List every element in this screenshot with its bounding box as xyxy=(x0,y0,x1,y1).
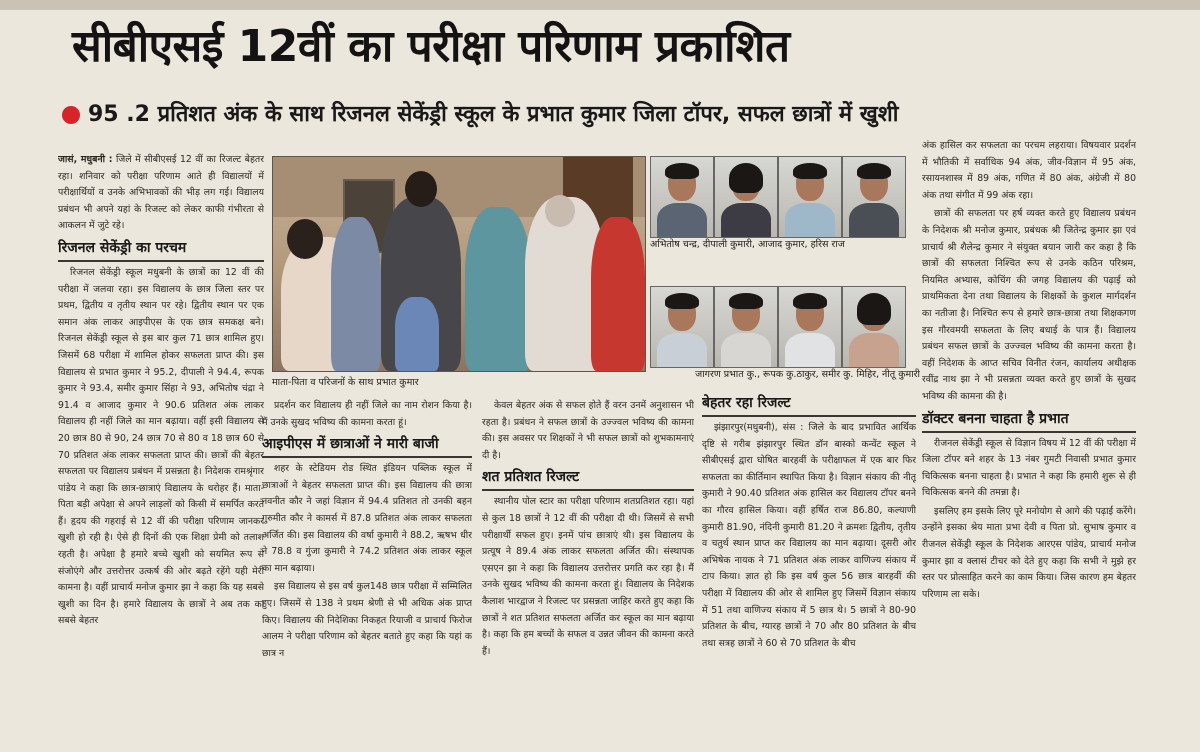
subheading-shat-pratishat: शत प्रतिशत रिजल्ट xyxy=(482,466,694,491)
portrait-rupak xyxy=(714,286,778,368)
article-paragraph: इस विद्यालय से इस वर्ष कुल148 छात्र परीक्षा में सम्मिलित हुए। जिसमें से 138 ने प्रथम श्रेणी से भी अधिक अंक प्राप्त किए। विद्यालय की निदेशिका निकहत रियाजी व प्राचार्य फिरोज आलम ने परीक्षा परिणाम को बेहतर बताते हुए कहा कि यहां क छात्र न xyxy=(262,581,472,659)
portrait-abhitosh xyxy=(650,156,714,238)
portrait-haris xyxy=(842,156,906,238)
column-1 xyxy=(58,152,264,748)
portrait-deepali xyxy=(714,156,778,238)
main-photo-caption: माता-पिता व परिजनों के साथ प्रभात कुमार xyxy=(272,377,419,388)
portrait-caption-bottom: जागरण प्रभात कु., रूपक कु.ठाकुर, समीर कु. मिहिर, नीतू कुमारी xyxy=(695,369,920,380)
article-paragraph: झंझारपुर(मधुबनी), संस : जिले के बाद प्रभावित आर्थिक दृष्टि से गरीब झंझारपुर स्थित डॉन बास्को कन्वेंट स्कूल ने सीबीएसई द्वारा घोषित बारहवीं के परीक्षाफल में एक बार फिर सफलता का कीर्तिमान स्थापित किया है। विज्ञान संकाय की नीतू कुमारी ने 90.40 प्रतिशत अंक हासिल कर विद्यालय टॉपर बनने का गौरव हासिल किया। वहीं हर्षित राज 86.80, कल्याणी कुमारी 81.90, नंदिनी कुमारी 81.20 ने क्रमशः द्वितीय, तृतीय व चतुर्थ स्थान प्राप्त कर विद्यालय का मान बढ़ाया। दूसरी ओर अभिषेक नायक ने 71 प्रतिशत अंक लाकर वाणिज्य संकाय में टाप किया। ज्ञात हो कि इस वर्ष कुल 56 छात्र बारहवीं की परीक्षा में विद्यालय की ओर से शामिल हुए जिसमें विज्ञान संकाय में 51 तथा वाणिज्य संकाय में 5 छात्र थे। 5 छात्रों ने 80-90 प्रतिशत के बीच, ग्यारह छात्रों ने 70 और 80 प्रतिशत के बीच तथा सत्रह छात्रों ने 60 से 70 प्रतिशत के बीच xyxy=(702,422,916,649)
portrait-azad xyxy=(778,156,842,238)
article-paragraph: प्रदर्शन कर विद्यालय ही नहीं जिले का नाम रोशन किया है। मैं उनके सुखद भविष्य की कामना करता हूं। xyxy=(262,400,472,428)
subheading-doctor: डॉक्टर बनना चाहता है प्रभात xyxy=(922,408,1136,433)
headline: सीबीएसई 12वीं का परीक्षा परिणाम प्रकाशित xyxy=(72,21,790,72)
subheadline: 95 .2 प्रतिशत अंक के साथ रिजनल सेकेंड्री स्कूल के प्रभात कुमार जिला टॉपर, सफल छात्रों में खुशी xyxy=(88,102,899,127)
intro-text: जिले में सीबीएसई 12 वीं का रिजल्ट बेहतर रहा। शनिवार को परीक्षा परिणाम आते ही विद्यालयों में परीक्षार्थियों व उनके अभिभावकों की भीड़ लग गई। विद्यालय प्रबंधन भी अपने यहां के रिजल्ट को लेकर काफी गंभीरता से आकलन में जुटे रहे। xyxy=(58,154,264,232)
article-paragraph: स्थानीय पोल स्टार का परीक्षा परिणाम शतप्रतिशत रहा। यहां से कुल 18 छात्रों ने 12 वीं की परीक्षा दी थी। जिसमें से सभी परीक्षार्थी सफल हुए। इनमें पांच छात्राएं थी। इस विद्यालय के प्रत्यूष ने 89.4 अंक लाकर सफलता अर्जित की। संस्थापक एसएन झा ने कहा कि विद्यालय उत्तरोत्तर प्रगति कर रहा है। मैं उनके सुखद भविष्य की कामना करता हूं। विद्यालय के निदेशक कैलाश भारद्वाज ने रिजल्ट पर प्रसन्नता जाहिर करते हुए कहा कि छात्रों ने शत प्रतिशत सफलता अर्जित कर स्कूल का मान बढ़ाया है। कहा कि हम बच्चों के सफल व उन्नत जीवन की कामना करते हैं। xyxy=(482,496,694,657)
subheading-behtar: बेहतर रहा रिजल्ट xyxy=(702,392,916,417)
subheading-regional: रिजनल सेकेंड्री का परचम xyxy=(58,237,264,262)
top-strip xyxy=(0,0,1200,10)
column-5 xyxy=(922,138,1136,748)
portrait-neetu xyxy=(842,286,906,368)
main-photo xyxy=(272,156,646,372)
column-3 xyxy=(482,398,694,748)
column-4 xyxy=(702,390,916,748)
article-paragraph: केवल बेहतर अंक से सफल होते हैं वरन उनमें अनुशासन भी रहता है। प्रबंधन ने सफल छात्रों के उज्ज्वल भविष्य की कामना की। इस अवसर पर शिक्षकों ने भी सफल छात्रों को शुभकामनाएं दी है। xyxy=(482,400,694,461)
portrait-prabhat xyxy=(650,286,714,368)
portrait-sameer xyxy=(778,286,842,368)
article-paragraph: अंक हासिल कर सफलता का परचम लहराया। विषयवार प्रदर्शन में भौतिकी में सर्वाधिक 94 अंक, जीव-विज्ञान में 95 अंक, रसायनशास्त्र में 89 अंक, गणित में 80 अंक, अंग्रेजी में 80 अंक तथा संगीत में 99 अंक रहा। xyxy=(922,140,1136,201)
article-paragraph: इसलिए हम इसके लिए पूरे मनोयोग से आगे की पढ़ाई करेंगे। उन्होंने इसका श्रेय माता प्रभा देवी व पिता प्रो. सुभाष कुमार व रीजनल सेकेंड्री स्कूल के निदेशक आरएस पांडेय, प्राचार्य मनोज कुमार झा व क्लासं टीचर को देते हुए कहा कि सभी ने मुझे हर स्तर पर प्रोत्साहित करने का काम किया। जिस कारण हम बेहतर परिणाम ला सके। xyxy=(922,505,1136,600)
subheadline-row xyxy=(62,96,1142,136)
photo-scene xyxy=(273,157,645,371)
subheading-ips: आइपीएस में छात्राओं ने मारी बाजी xyxy=(262,433,472,458)
article-paragraph: छात्रों की सफलता पर हर्ष व्यक्त करते हुए विद्यालय प्रबंधन के निदेशक श्री मनोज कुमार, प्रबंधक श्री जितेन्द्र कुमार झा एवं प्राचार्य श्री शैलेन्द्र कुमार ने संयुक्त बयान जारी कर कहा है कि छात्रों की सफलता निश्चित रूप से उनके कठिन परिश्रम, नियमित अभ्यास, कोचिंग की जगह विद्यालय की पढ़ाई को प्राथमिकता देना तथा विद्यालय के शिक्षकों के कुशल मार्गदर्शन का नतीजा है। निश्चित रूप से हमारे छात्र-छात्रा तथा शिक्षकगण इस गौरवमयी सफलता के लिए बधाई के पात्र हैं। विद्यालय प्रबंधन सफल छात्रों के उज्ज्वल भविष्य की कामना करता है। वहीं निदेशक के आप्त सचिव विनीत रंजन, कार्यालय अधीक्षक रवींद्र नाथ झा ने भी प्रसन्नता व्यक्त करते हुए छात्रों के सुखद भविष्य की कामना की है। xyxy=(922,208,1136,402)
article-paragraph: रिजनल सेकेंड्री स्कूल मधुबनी के छात्रों का 12 वीं की परीक्षा में जलवा रहा। इस विद्यालय के छात्र जिला स्तर पर प्रथम, द्वितीय व तृतीय स्थान पर रहे। द्वितीय स्थान पर एक समान अंक लाकर आइपीएस के एक छात्र समकक्ष बने। रिजनल सेकेंड्री स्कूल से इस बार कुल 71 छात्र शामिल हुए। जिसमें 68 परीक्षा में शामिल होकर सफलता प्राप्त की। इस विद्यालय से प्रभात कुमार ने 95.2, दीपाली ने 94.4, रूपक कुमार ने 93.4, समीर कुमार सिंहा ने 93, अभितोष चंद्रा ने 91.4 व आजाद कुमार ने 90.6 प्रतिशत अंक लाकर विद्यालय ही नहीं जिले का मान बढ़ाया। वहीं इसी विद्यालय से 20 छात्र 80 से 90, 24 छात्र 70 से 80 व 18 छात्र 60 से 70 प्रतिशत अंक लाकर सफलता प्राप्त की। छात्रों की बेहतर सफलता पर विद्यालय प्रबंधन में प्रसन्नता है। निदेशक रामश्रृंगार पांडेय ने कहा कि छात्र-छात्राएं विद्यालय के धरोहर हैं। माता-पिता बड़ी अपेक्षा से अपने लाड़लों को किसी में समर्पित करते हैं। हृदय की गहराई से 12 वीं की परीक्षा परिणाम जानकर खुशी हो रही है। ऐसे ही दिनों की एक शिक्षा प्रेमी को तलाश रहती है। अपेक्षा है हमारे बच्चे खुशी को सयमित रूप से संजोएंगे और उत्तरोत्तर उत्कर्ष की ओर बढ़ते रहेंगे यही मेरी कामना है। वहीं प्राचार्य मनोज कुमार झा ने कहा कि यह सबसे खुशी का दिन है। हमारे विद्यालय के छात्रों ने अब तक का सबसे बेहतर xyxy=(58,266,264,627)
article-paragraph: शहर के स्टेडियम रोड स्थित इंडियन पब्लिक स्कूल में छात्राओं ने बेहतर सफलता प्राप्त की। इस विद्यालय की छात्रा नवनीत कौर ने जहां विज्ञान में 94.4 प्रतिशत तो उनकी बहन गुरुमीत कौर ने कामर्स में 87.8 प्रतिशत अंक लाकर सफलता अर्जित की। इस विद्यालय की वर्षा कुमारी ने 88.2, ऋषभ धीर ने 78.8 व गुंजा कुमारी ने 74.2 प्रतिशत अंक लाकर स्कूल का मान बढ़ाया। xyxy=(262,463,472,574)
intro-paragraph xyxy=(58,152,264,235)
red-bullet-icon xyxy=(62,106,80,124)
dateline: जासं, मधुबनी : xyxy=(58,154,113,165)
portrait-caption-top: अभितोष चन्द्र, दीपाली कुमारी, आजाद कुमार, हरिस राज xyxy=(650,239,845,250)
article-paragraph: रीजनल सेकेंड्री स्कूल से विज्ञान विषय में 12 वीं की परीक्षा में जिला टॉपर बने शहर के 13 नंबर गुमटी निवासी प्रभात कुमार चिकित्सक बनना चाहता है। प्रभात ने कहा कि हमारी शुरू से ही चिकित्सक बनने की तमन्ना है। xyxy=(922,437,1136,499)
column-2 xyxy=(262,398,472,748)
